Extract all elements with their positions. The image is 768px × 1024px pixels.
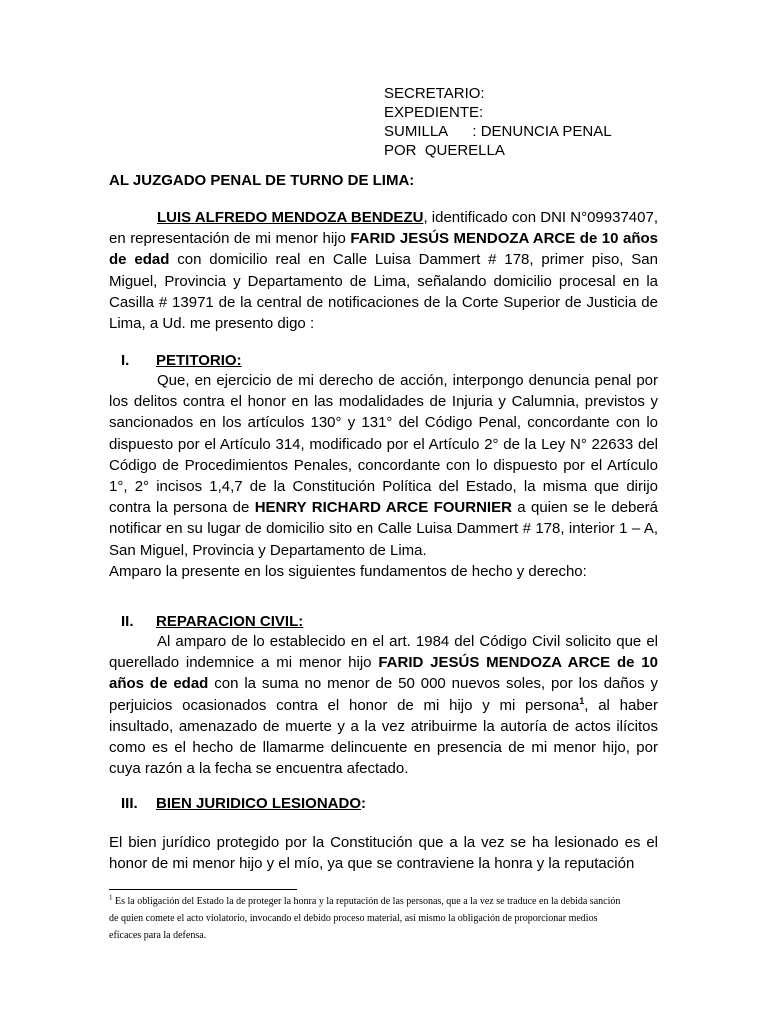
- section-2-number: II.: [121, 613, 134, 630]
- intro-text-2: con domicilio real en Calle Luisa Dammert # 178, primer piso, San Miguel, Provincia y Departamento de Lima, señalando domicilio procesal en la Casilla # 13971 de la central de notificaciones de la Corte Superior de Justicia de Lima, a Ud. me presento digo :: [109, 251, 658, 333]
- section-1-body: [109, 370, 658, 582]
- header-sumilla: SUMILLA : DENUNCIA PENAL: [384, 123, 612, 140]
- section-2-heading: [121, 612, 303, 631]
- section-3-colon: :: [361, 795, 367, 812]
- section-1-number: I.: [121, 352, 130, 369]
- reparacion-text-2: con la suma no menor de 50 000 nuevos soles, por los daños y perjuicios ocasionados contra el honor de mi hijo y mi persona: [109, 675, 658, 714]
- reparacion-paragraph: [109, 631, 658, 779]
- section-2-title: REPARACION CIVIL:: [156, 613, 304, 630]
- footnote-separator: [109, 889, 297, 890]
- section-2-body: [109, 631, 658, 779]
- section-3-heading: [121, 794, 366, 813]
- header-expediente: EXPEDIENTE:: [384, 104, 484, 121]
- reparacion-text-3: , al haber insultado, amenazado de muerte y a la vez atribuirme la autoría de actos ilícitos como es el hecho de llamarme delincuente en presencia de mi menor hijo, por cuya razón a la fecha se encuentra afectado.: [109, 696, 658, 778]
- section-3-title: BIEN JURIDICO LESIONADO: [156, 795, 362, 812]
- petitorio-text-2: a quien se le deberá notificar en su lugar de domicilio sito en Calle Luisa Dammert # 178, interior 1 – A, San Miguel, Provincia y Departamento de Lima.: [109, 499, 658, 559]
- child-name-2: FARID JESÚS MENDOZA ARCE de 10 años de edad: [109, 654, 658, 693]
- footnote: [109, 893, 629, 944]
- footnote-reference: 1: [579, 695, 585, 706]
- petitorio-text-1: Que, en ejercicio de mi derecho de acción, interpongo denuncia penal por los delitos contra el honor en las modalidades de Injuria y Calumnia, previstos y sancionados en los artículos 130° y 131° del Código Penal, concordante con lo dispuesto por el Artículo 314, modificado por el Artículo 2° de la Ley N° 22633 del Código de Procedimientos Penales, concordante con lo dispuesto por el Artículo 1°, 2° incisos 1,4,7 de la Constitución Política del Estado, la misma que dirijo contra la persona de: [109, 372, 658, 517]
- section-1-heading: [121, 351, 242, 370]
- complainant-name: LUIS ALFREDO MENDOZA BENDEZU: [157, 209, 424, 226]
- intro-paragraph: [109, 207, 658, 334]
- header-secretario: SECRETARIO:: [384, 85, 485, 102]
- child-name: FARID JESÚS MENDOZA ARCE de 10 años de edad: [109, 230, 658, 269]
- reparacion-text-1: Al amparo de lo establecido en el art. 1984 del Código Civil solicito que el querellado indemnice a mi menor hijo: [109, 633, 658, 672]
- section-1-title: PETITORIO:: [156, 352, 242, 369]
- intro-text-1: , identificado con DNI N°09937407, en representación de mi menor hijo: [109, 209, 658, 248]
- case-header: [384, 84, 612, 160]
- petitorio-paragraph: [109, 370, 658, 561]
- section-3-number: III.: [121, 795, 138, 812]
- section-3-body: [109, 832, 658, 874]
- header-querella: POR QUERELLA: [384, 142, 505, 159]
- addressee: AL JUZGADO PENAL DE TURNO DE LIMA:: [109, 172, 415, 189]
- petitorio-closing: Amparo la presente en los siguientes fundamentos de hecho y derecho:: [109, 562, 587, 580]
- defendant-name: HENRY RICHARD ARCE FOURNIER: [254, 499, 512, 517]
- footnote-marker: 1: [109, 893, 113, 902]
- footnote-text: Es la obligación del Estado la de proteger la honra y la reputación de las personas, que a la vez se traduce en la debida sanción de quien comete el acto violatorio, invocando el debido proceso material, así mismo la obligación de proporcionar medios eficaces para la defensa.: [109, 896, 621, 941]
- bien-juridico-paragraph: El bien jurídico protegido por la Constitución que a la vez se ha lesionado es el honor de mi menor hijo y el mío, ya que se contraviene la honra y la reputación: [109, 834, 658, 873]
